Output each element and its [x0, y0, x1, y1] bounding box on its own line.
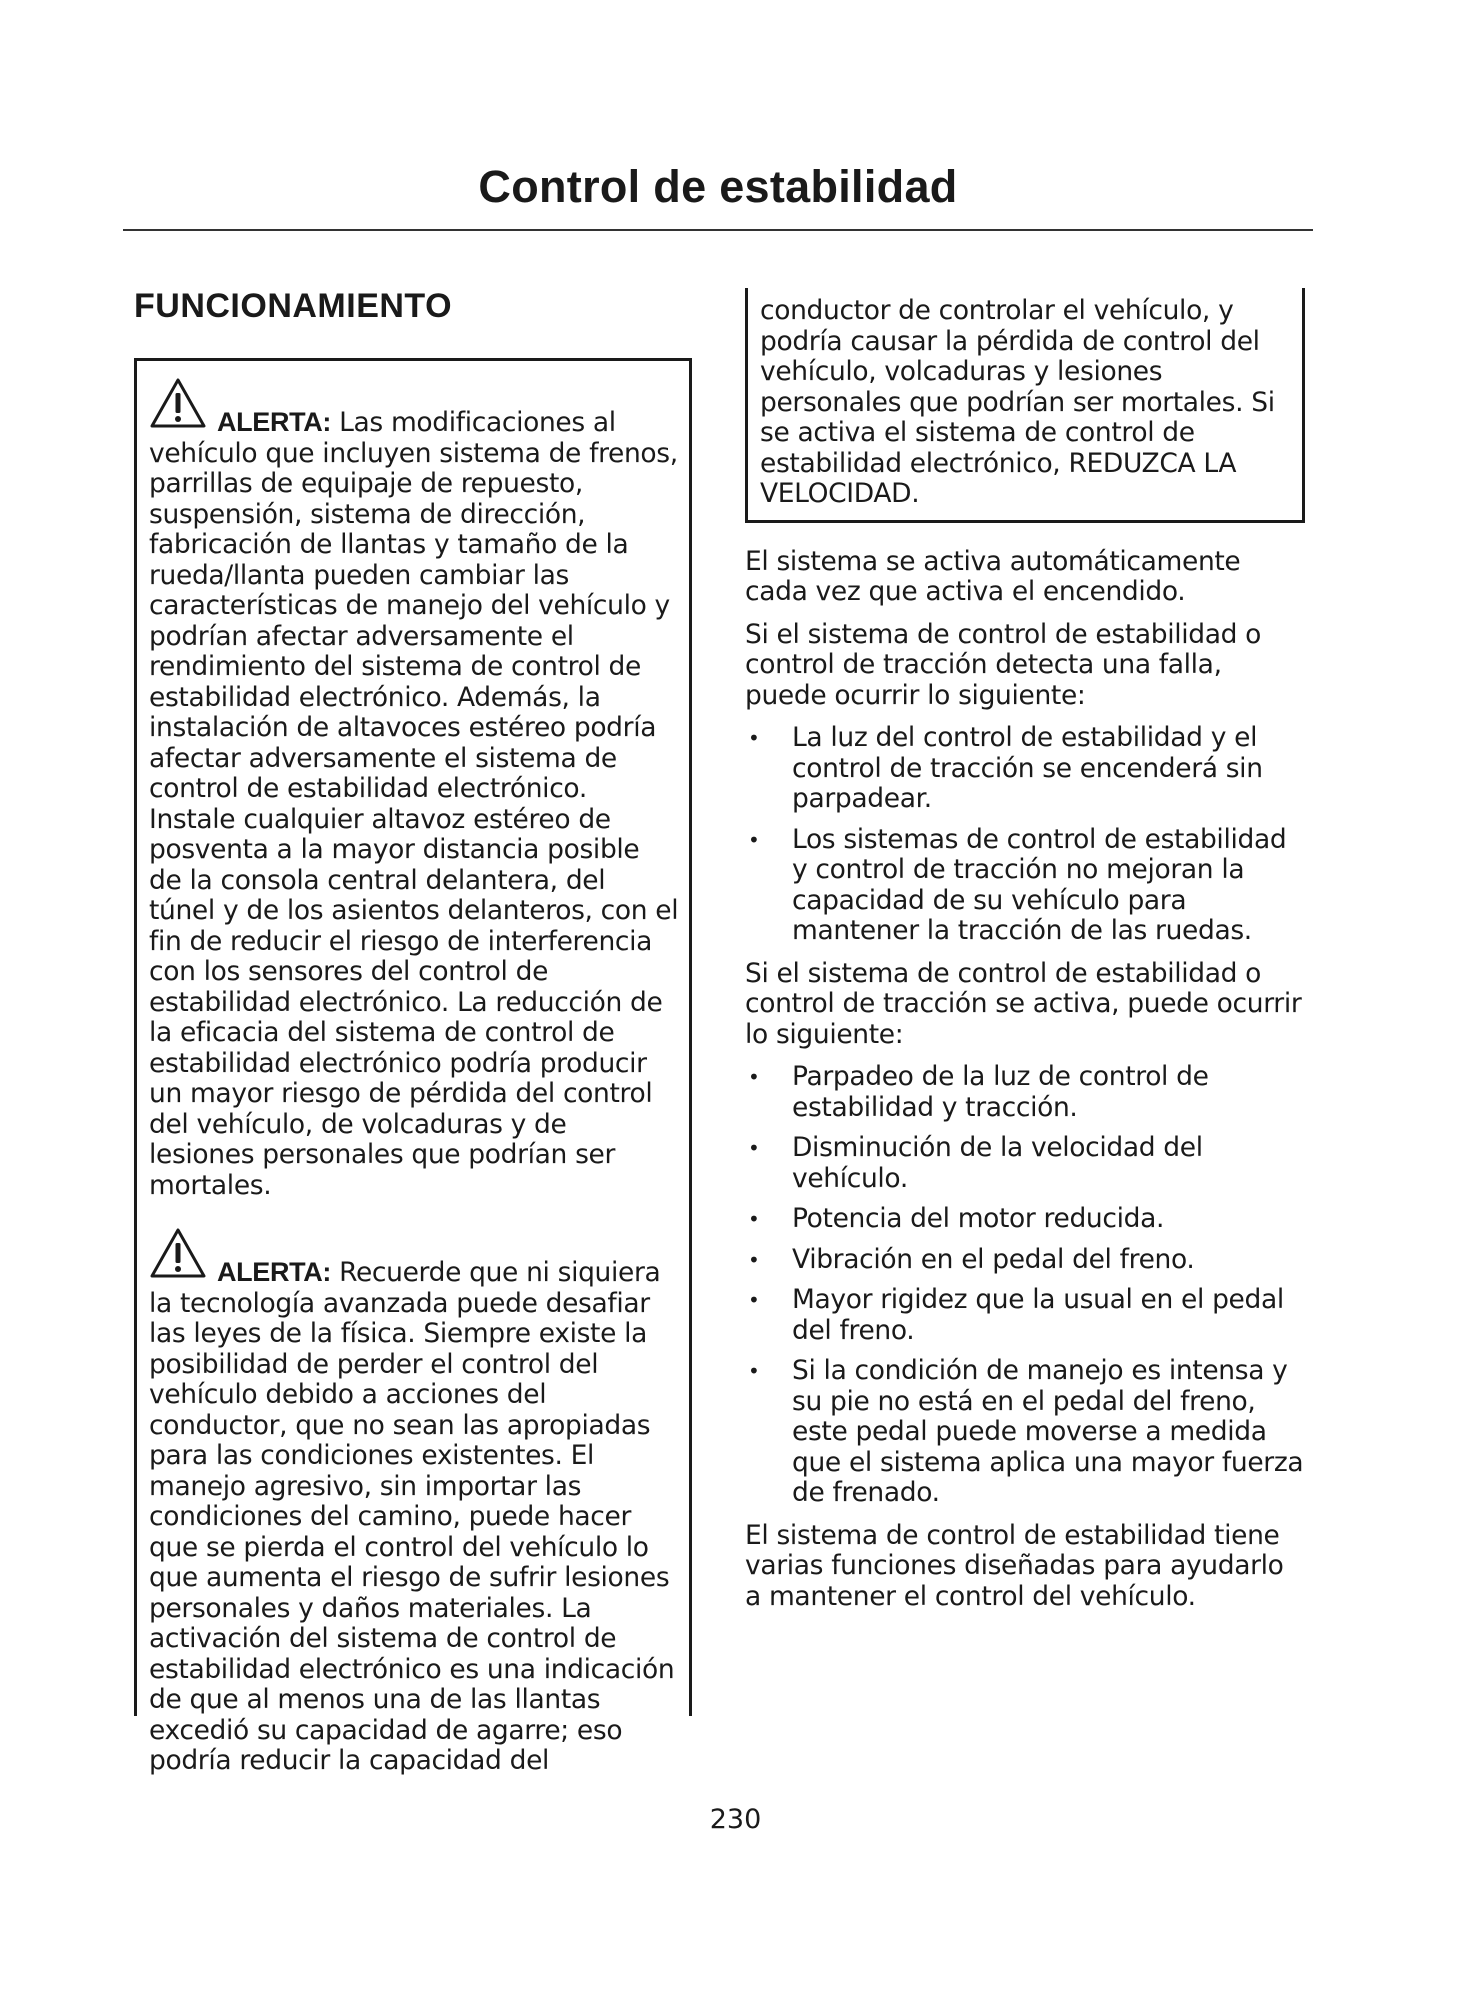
bullet-list [745, 723, 1305, 947]
list-item: • Parpadeo de la luz de control de estabilidad y tracción. [748, 1061, 1209, 1123]
list-item: • Potencia del motor reducida. [748, 1203, 1165, 1234]
section-heading: FUNCIONAMIENTO [134, 287, 453, 325]
paragraph: Si el sistema de control de estabilidad o control de tracción detecta una falla, puede ocurrir lo siguiente: [745, 618, 1262, 711]
paragraph: El sistema de control de estabilidad tiene varias funciones diseñadas para ayudarlo a mantener el control del vehículo. [745, 1519, 1284, 1612]
list-item: • Mayor rigidez que la usual en el pedal del freno. [748, 1284, 1284, 1346]
list-item: • La luz del control de estabilidad y el control de tracción se encenderá sin parpadear. [748, 722, 1263, 814]
alert-label: ALERTA: [217, 1257, 332, 1287]
warning-box [134, 358, 692, 1776]
bullet-list [745, 1062, 1305, 1509]
paragraph: El sistema se activa automáticamente cada vez que activa el encendido. [745, 545, 1241, 607]
warning-2 [149, 1217, 679, 1777]
title-divider [123, 229, 1313, 231]
warning-text-continuation: conductor de controlar el vehículo, y podría causar la pérdida de control del vehículo, volcaduras y lesiones personales que podrían ser mortales. Si se activa el sistema de control de estabilidad electrónico, REDUZCA LA VELOCIDAD. [760, 295, 1275, 509]
alert-label: ALERTA: [217, 407, 332, 437]
warning-triangle-icon [149, 1227, 207, 1279]
right-column [745, 288, 1305, 1624]
warning-text: Recuerde que ni siquiera la tecnología avanzada puede desafiar las leyes de la física. Siempre existe la posibilidad de perder el control del vehículo debido a acciones del conductor, que no sean las apropiadas para las condiciones existentes. El manejo agresivo, sin importar las condiciones del camino, puede hacer que se pierda el control del vehículo lo que aumenta el riesgo de sufrir lesiones personales y daños materiales. La activación del sistema de control de estabilidad electrónico es una indicación de que al menos una de las llantas excedió su capacidad de agarre; eso podría reducir la capacidad del [149, 1257, 675, 1776]
warning-triangle-icon [149, 377, 207, 429]
page-title: Control de estabilidad [478, 161, 958, 212]
paragraph: Si el sistema de control de estabilidad o control de tracción se activa, puede ocurrir lo siguiente: [745, 957, 1302, 1050]
left-column [134, 358, 692, 1776]
list-item: • Disminución de la velocidad del vehículo. [748, 1132, 1203, 1194]
list-item: • Vibración en el pedal del freno. [748, 1243, 1195, 1275]
warning-text: Las modificaciones al vehículo que incluyen sistema de frenos, parrillas de equipaje de repuesto, suspensión, sistema de dirección, fabricación de llantas y tamaño de la rueda/llanta pueden cambiar las características de manejo del vehículo y podrían afectar adversamente el rendimiento del sistema de control de estabilidad electrónico. Además, la instalación de altavoces estéreo podría afectar adversamente el sistema de control de estabilidad electrónico. Instale cualquier altavoz estéreo de posventa a la mayor distancia posible de la consola central delantera, del túnel y de los asientos delanteros, con el fin de reducir el riesgo de interferencia con los sensores del control de estabilidad electrónico. La reducción de la eficacia del sistema de control de estabilidad electrónico podría producir un mayor riesgo de pérdida del control del vehículo, de volcaduras y de lesiones personales que podrían ser mortales. [149, 407, 679, 1201]
list-item: • Si la condición de manejo es intensa y su pie no está en el pedal del freno, este pedal puede moverse a medida que el sistema aplica una mayor fuerza de frenado. [748, 1355, 1304, 1508]
list-item: • Los sistemas de control de estabilidad y control de tracción no mejoran la capacidad de su vehículo para mantener la tracción de las ruedas. [748, 823, 1287, 946]
warning-box-continuation [745, 288, 1305, 523]
page-number: 230 [709, 1804, 762, 1835]
warning-1 [149, 367, 679, 1201]
